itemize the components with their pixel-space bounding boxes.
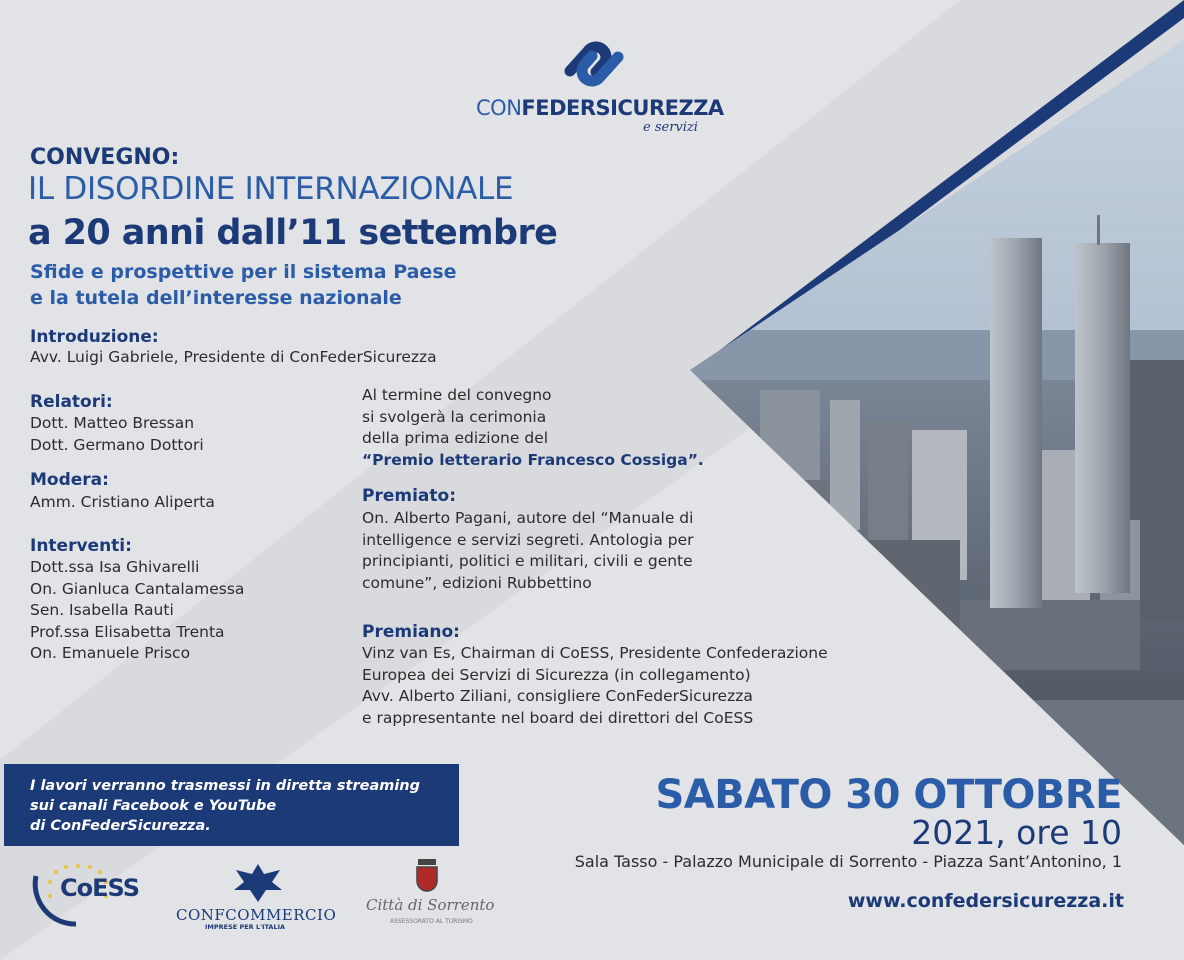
event-kicker: CONVEGNO: [30, 145, 180, 170]
brand-wordmark: CONFEDERSICUREZZA [476, 96, 724, 120]
awarded-heading: Premiato: [362, 486, 456, 506]
note-line: della prima edizione del [362, 429, 549, 447]
awarded-line: comune”, edizioni Rubbettino [362, 573, 592, 592]
awarded-text [362, 508, 694, 594]
ceremony-note [362, 385, 704, 471]
event-venue: Sala Tasso - Palazzo Municipale di Sorrento - Piazza Sant’Antonino, 1 [574, 852, 1122, 871]
interventions-list [30, 557, 244, 665]
event-lead-line2: e la tutela dell’interesse nazionale [30, 287, 402, 309]
event-lead-line1: Sfide e prospettive per il sistema Paese [30, 261, 457, 283]
event-time: 2021, ore 10 [911, 813, 1122, 852]
presenter-line: Europea dei Servizi di Sicurezza (in collegamento) [362, 665, 751, 684]
confcommercio-tagline: IMPRESE PER L'ITALIA [205, 923, 286, 931]
prize-name: “Premio letterario Francesco Cossiga”. [362, 450, 704, 469]
streaming-line: di ConFederSicurezza. [30, 818, 211, 834]
event-title: IL DISORDINE INTERNAZIONALE [28, 171, 514, 207]
streaming-line: I lavori verranno trasmessi in diretta streaming [30, 778, 421, 794]
sorrento-tagline: ASSESSORATO AL TURISMO [390, 918, 473, 925]
confcommercio-logo-text: CONFCOMMERCIO [176, 906, 337, 924]
awarded-line: intelligence e servizi segreti. Antologia per [362, 530, 694, 549]
moderator-heading: Modera: [30, 470, 109, 490]
note-line: si svolgerà la cerimonia [362, 407, 547, 426]
event-date: SABATO 30 OTTOBRE [655, 772, 1122, 818]
event-subtitle: a 20 anni dall’11 settembre [28, 213, 558, 253]
intervention-item: On. Gianluca Cantalamessa [30, 579, 245, 598]
presenter-line: Avv. Alberto Ziliani, consigliere ConFederSicurezza [362, 687, 753, 705]
speaker-item: Dott. Matteo Bressan [30, 414, 195, 432]
intervention-item: Sen. Isabella Rauti [30, 601, 174, 619]
speakers-list [30, 413, 204, 456]
intervention-item: Prof.ssa Elisabetta Trenta [30, 622, 225, 641]
awarded-line: On. Alberto Pagani, autore del “Manuale di [362, 509, 694, 527]
coess-logo-text: CoESS [60, 874, 139, 902]
eagle-icon [230, 860, 286, 904]
note-line: Al termine del convegno [362, 386, 552, 404]
presenters-heading: Premiano: [362, 622, 460, 642]
speakers-heading: Relatori: [30, 392, 113, 412]
intervention-item: Dott.ssa Isa Ghivarelli [30, 558, 200, 576]
sorrento-logo-text: Città di Sorrento [366, 896, 495, 914]
streaming-line: sui canali Facebook e YouTube [30, 798, 277, 814]
link-logo-icon [562, 37, 626, 91]
speaker-item: Dott. Germano Dottori [30, 435, 204, 454]
presenter-line: e rappresentante nel board dei direttori del CoESS [362, 708, 754, 727]
interventions-heading: Interventi: [30, 536, 132, 556]
intervention-item: On. Emanuele Prisco [30, 644, 191, 662]
website-link[interactable]: www.confedersicurezza.it [847, 890, 1124, 912]
streaming-box [4, 764, 459, 846]
intro-text: Avv. Luigi Gabriele, Presidente di ConFederSicurezza [30, 348, 437, 366]
brand-tagline: e servizi [643, 120, 698, 135]
moderator-name: Amm. Cristiano Aliperta [30, 493, 215, 511]
presenter-line: Vinz van Es, Chairman di CoESS, Presidente Confederazione [362, 644, 828, 662]
intro-heading: Introduzione: [30, 327, 159, 347]
presenters-text [362, 643, 828, 729]
awarded-line: principianti, politici e militari, civili e gente [362, 552, 693, 570]
sorrento-crest-icon [414, 857, 440, 893]
